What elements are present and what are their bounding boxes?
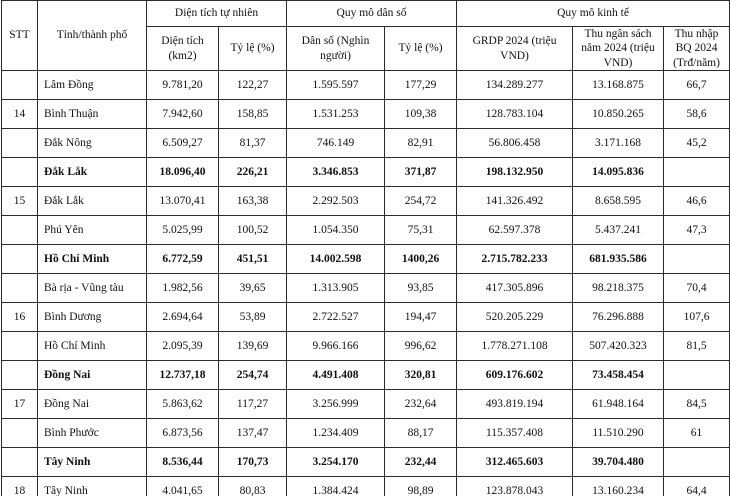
income-value-cell — [664, 448, 730, 477]
area-percent-cell: 53,89 — [219, 303, 287, 332]
grdp-value-cell: 115.357.408 — [457, 419, 573, 448]
population-percent-cell: 232,44 — [385, 448, 457, 477]
population-percent-cell: 996,62 — [385, 332, 457, 361]
province-name-cell: Bà rịa - Vũng tàu — [38, 274, 147, 303]
population-percent-cell: 371,87 — [385, 158, 457, 187]
province-name-cell: Hồ Chí Minh — [38, 332, 147, 361]
area-percent-cell: 170,73 — [219, 448, 287, 477]
table-row — [2, 332, 730, 361]
table-row — [2, 129, 730, 158]
area-value-cell: 18.096,40 — [147, 158, 219, 187]
budget-value-cell: 14.095.836 — [573, 158, 664, 187]
area-percent-cell: 163,38 — [219, 187, 287, 216]
population-value-cell: 1.531.253 — [287, 100, 385, 129]
budget-value-cell: 13.160.234 — [573, 477, 664, 496]
province-name-cell: Bình Dương — [38, 303, 147, 332]
header-grdp: GRDP 2024 (triệu VND) — [457, 27, 573, 71]
area-percent-cell: 139,69 — [219, 332, 287, 361]
budget-value-cell: 11.510.290 — [573, 419, 664, 448]
population-value-cell: 1.313.905 — [287, 274, 385, 303]
budget-value-cell: 39.704.480 — [573, 448, 664, 477]
header-group-population: Quy mô dân số — [287, 1, 457, 27]
population-percent-cell: 98,89 — [385, 477, 457, 496]
province-name-cell: Hồ Chí Minh — [38, 245, 147, 274]
header-area-value: Diện tích (km2) — [147, 27, 219, 71]
province-name-cell: Lâm Đồng — [38, 71, 147, 100]
area-value-cell: 6.873,56 — [147, 419, 219, 448]
header-population-value: Dân số (Nghìn người) — [287, 27, 385, 71]
table-row — [2, 390, 730, 419]
area-percent-cell: 117,27 — [219, 390, 287, 419]
budget-value-cell: 61.948.164 — [573, 390, 664, 419]
income-value-cell: 45,2 — [664, 129, 730, 158]
area-percent-cell: 39,65 — [219, 274, 287, 303]
table-row — [2, 448, 730, 477]
area-value-cell: 7.942,60 — [147, 100, 219, 129]
income-value-cell: 58,6 — [664, 100, 730, 129]
area-percent-cell: 100,52 — [219, 216, 287, 245]
income-value-cell — [664, 361, 730, 390]
area-value-cell: 12.737,18 — [147, 361, 219, 390]
header-budget: Thu ngân sách năm 2024 (triệu VND) — [573, 27, 664, 71]
population-percent-cell: 194,47 — [385, 303, 457, 332]
budget-value-cell: 76.296.888 — [573, 303, 664, 332]
area-value-cell: 8.536,44 — [147, 448, 219, 477]
population-value-cell: 746.149 — [287, 129, 385, 158]
population-percent-cell: 82,91 — [385, 129, 457, 158]
table-row — [2, 187, 730, 216]
provinces-statistics-table — [1, 0, 730, 496]
area-percent-cell: 451,51 — [219, 245, 287, 274]
row-index-cell — [2, 274, 38, 303]
province-name-cell: Tây Ninh — [38, 448, 147, 477]
budget-value-cell: 681.935.586 — [573, 245, 664, 274]
income-value-cell: 64,4 — [664, 477, 730, 496]
header-population-percent: Tỷ lệ (%) — [385, 27, 457, 71]
province-name-cell: Đồng Nai — [38, 361, 147, 390]
row-index-cell: 18 — [2, 477, 38, 496]
grdp-value-cell: 2.715.782.233 — [457, 245, 573, 274]
grdp-value-cell: 520.205.229 — [457, 303, 573, 332]
grdp-value-cell: 123.878.043 — [457, 477, 573, 496]
table-row — [2, 158, 730, 187]
area-percent-cell: 80,83 — [219, 477, 287, 496]
population-value-cell: 9.966.166 — [287, 332, 385, 361]
population-percent-cell: 93,85 — [385, 274, 457, 303]
grdp-value-cell: 56.806.458 — [457, 129, 573, 158]
table-header-row-groups — [2, 1, 730, 27]
row-index-cell: 17 — [2, 390, 38, 419]
budget-value-cell: 3.171.168 — [573, 129, 664, 158]
population-value-cell: 2.292.503 — [287, 187, 385, 216]
income-value-cell: 61 — [664, 419, 730, 448]
area-value-cell: 6.772,59 — [147, 245, 219, 274]
population-percent-cell: 75,31 — [385, 216, 457, 245]
header-group-economy: Quy mô kinh tế — [457, 1, 730, 27]
area-percent-cell: 226,21 — [219, 158, 287, 187]
area-value-cell: 9.781,20 — [147, 71, 219, 100]
row-index-cell — [2, 361, 38, 390]
population-percent-cell: 1400,26 — [385, 245, 457, 274]
budget-value-cell: 10.850.265 — [573, 100, 664, 129]
population-percent-cell: 232,64 — [385, 390, 457, 419]
province-name-cell: Bình Phước — [38, 419, 147, 448]
population-value-cell: 3.346.853 — [287, 158, 385, 187]
area-percent-cell: 158,85 — [219, 100, 287, 129]
header-area-percent: Tỷ lệ (%) — [219, 27, 287, 71]
row-index-cell — [2, 245, 38, 274]
area-value-cell: 13.070,41 — [147, 187, 219, 216]
population-value-cell: 1.054.350 — [287, 216, 385, 245]
row-index-cell — [2, 129, 38, 158]
table-row — [2, 216, 730, 245]
budget-value-cell: 8.658.595 — [573, 187, 664, 216]
population-percent-cell: 109,38 — [385, 100, 457, 129]
row-index-cell — [2, 158, 38, 187]
table-row — [2, 361, 730, 390]
population-value-cell: 1.384.424 — [287, 477, 385, 496]
grdp-value-cell: 62.597.378 — [457, 216, 573, 245]
table-body — [2, 71, 730, 496]
province-name-cell: Tây Ninh — [38, 477, 147, 496]
grdp-value-cell: 141.326.492 — [457, 187, 573, 216]
table-row — [2, 245, 730, 274]
header-province: Tỉnh/thành phố — [38, 1, 147, 71]
area-value-cell: 6.509,27 — [147, 129, 219, 158]
grdp-value-cell: 198.132.950 — [457, 158, 573, 187]
income-value-cell: 70,4 — [664, 274, 730, 303]
population-value-cell: 1.595.597 — [287, 71, 385, 100]
population-value-cell: 3.256.999 — [287, 390, 385, 419]
population-percent-cell: 254,72 — [385, 187, 457, 216]
header-group-area: Diện tích tự nhiên — [147, 1, 287, 27]
province-name-cell: Đắk Nông — [38, 129, 147, 158]
row-index-cell — [2, 419, 38, 448]
row-index-cell: 16 — [2, 303, 38, 332]
population-percent-cell: 177,29 — [385, 71, 457, 100]
header-stt: STT — [2, 1, 38, 71]
grdp-value-cell: 312.465.603 — [457, 448, 573, 477]
table-row — [2, 100, 730, 129]
table-row — [2, 419, 730, 448]
income-value-cell: 81,5 — [664, 332, 730, 361]
grdp-value-cell: 417.305.896 — [457, 274, 573, 303]
population-value-cell: 2.722.527 — [287, 303, 385, 332]
budget-value-cell: 507.420.323 — [573, 332, 664, 361]
income-value-cell — [664, 158, 730, 187]
province-name-cell: Đồng Nai — [38, 390, 147, 419]
area-value-cell: 1.982,56 — [147, 274, 219, 303]
grdp-value-cell: 134.289.277 — [457, 71, 573, 100]
table-row — [2, 303, 730, 332]
area-value-cell: 5.025,99 — [147, 216, 219, 245]
income-value-cell: 84,5 — [664, 390, 730, 419]
grdp-value-cell: 128.783.104 — [457, 100, 573, 129]
row-index-cell — [2, 71, 38, 100]
table-row — [2, 274, 730, 303]
budget-value-cell: 13.168.875 — [573, 71, 664, 100]
population-value-cell: 14.002.598 — [287, 245, 385, 274]
area-value-cell: 4.041,65 — [147, 477, 219, 496]
grdp-value-cell: 1.778.271.108 — [457, 332, 573, 361]
row-index-cell — [2, 448, 38, 477]
grdp-value-cell: 609.176.602 — [457, 361, 573, 390]
province-name-cell: Phú Yên — [38, 216, 147, 245]
area-percent-cell: 122,27 — [219, 71, 287, 100]
row-index-cell: 14 — [2, 100, 38, 129]
budget-value-cell: 73.458.454 — [573, 361, 664, 390]
province-name-cell: Bình Thuận — [38, 100, 147, 129]
table-row — [2, 71, 730, 100]
area-percent-cell: 81,37 — [219, 129, 287, 158]
population-percent-cell: 88,17 — [385, 419, 457, 448]
area-percent-cell: 254,74 — [219, 361, 287, 390]
income-value-cell: 47,3 — [664, 216, 730, 245]
population-percent-cell: 320,81 — [385, 361, 457, 390]
population-value-cell: 4.491.408 — [287, 361, 385, 390]
budget-value-cell: 5.437.241 — [573, 216, 664, 245]
budget-value-cell: 98.218.375 — [573, 274, 664, 303]
grdp-value-cell: 493.819.194 — [457, 390, 573, 419]
row-index-cell — [2, 216, 38, 245]
table-header — [2, 1, 730, 71]
income-value-cell: 46,6 — [664, 187, 730, 216]
area-value-cell: 5.863,62 — [147, 390, 219, 419]
area-percent-cell: 137,47 — [219, 419, 287, 448]
header-income: Thu nhập BQ 2024 (Trđ/năm) — [664, 27, 730, 71]
province-name-cell: Đắk Lắk — [38, 158, 147, 187]
population-value-cell: 3.254.170 — [287, 448, 385, 477]
row-index-cell: 15 — [2, 187, 38, 216]
table-row — [2, 477, 730, 496]
row-index-cell — [2, 332, 38, 361]
population-value-cell: 1.234.409 — [287, 419, 385, 448]
income-value-cell: 107,6 — [664, 303, 730, 332]
area-value-cell: 2.694,64 — [147, 303, 219, 332]
income-value-cell — [664, 245, 730, 274]
income-value-cell: 66,7 — [664, 71, 730, 100]
area-value-cell: 2.095,39 — [147, 332, 219, 361]
province-name-cell: Đắk Lắk — [38, 187, 147, 216]
